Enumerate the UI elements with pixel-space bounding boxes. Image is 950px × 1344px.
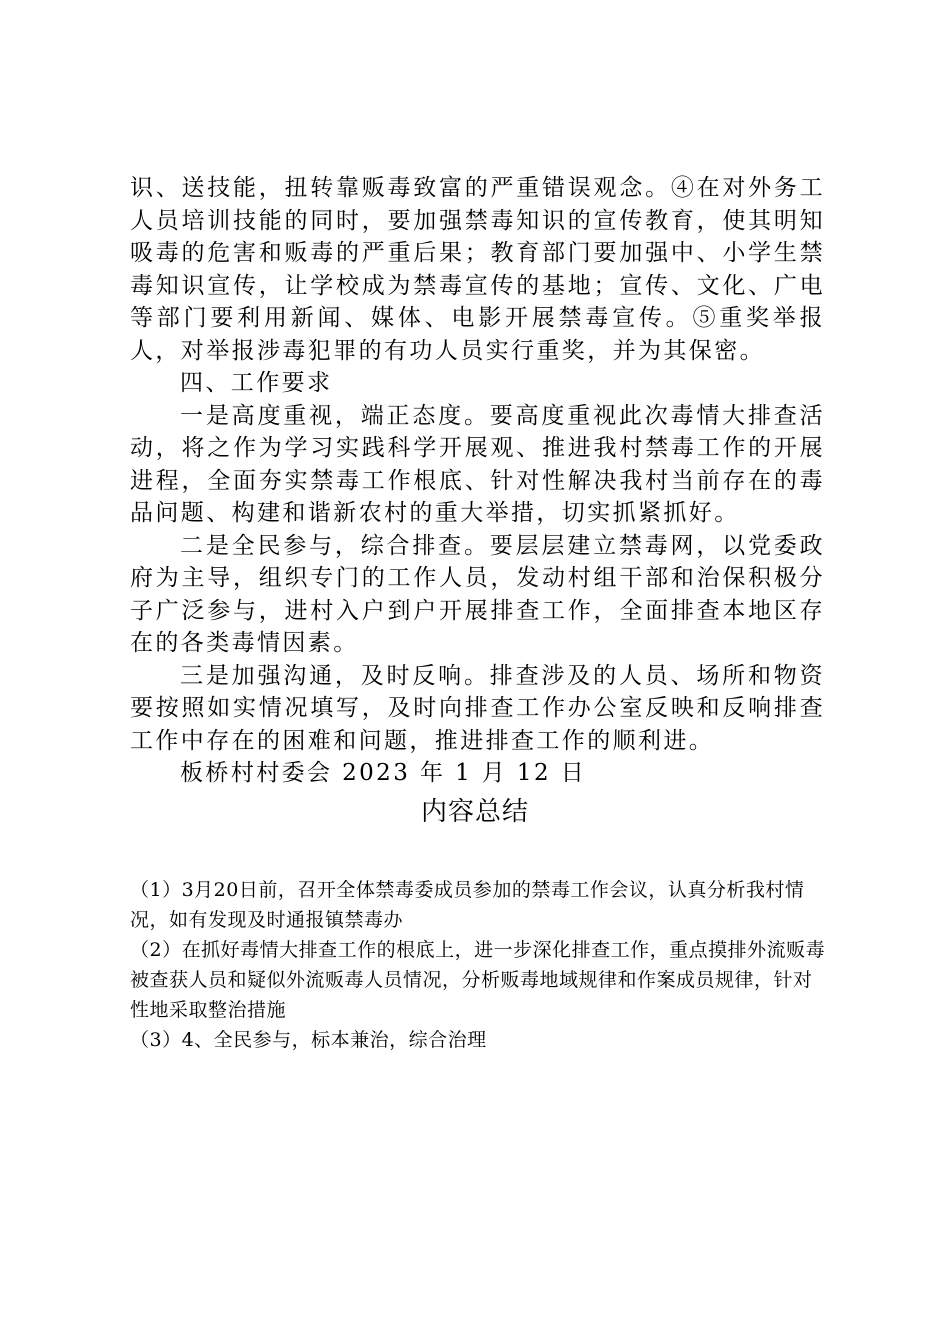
summary-title: 内容总结: [420, 797, 529, 827]
signature-line: 板桥村村委会 2023 年 1 月 12 日: [180, 760, 587, 786]
requirement-paragraph-3: 三是加强沟通，及时反响。排查涉及的人员、场所和物资要按照如实情况填写，及时向排查工作办公室反映和反响排查工作中存在的困难和问题，推进排查工作的顺利进。: [130, 662, 825, 754]
summary-item-2: （2）在抓好毒情大排查工作的根底上，进一步深化排查工作，重点摸排外流贩毒被查获人员和疑似外流贩毒人员情况，分析贩毒地域规律和作案成员规律，针对性地采取整治措施: [130, 939, 826, 1021]
continuation-paragraph: 识、送技能，扭转靠贩毒致富的严重错误观念。④在对外务工人员培训技能的同时，要加强禁毒知识的宣传教育，使其明知吸毒的危害和贩毒的严重后果；教育部门要加强中、小学生禁毒知识宣传，让学校成为禁毒宣传的基地；宣传、文化、广电等部门要利用新闻、媒体、电影开展禁毒宣传。⑤重奖举报人，对举报涉毒犯罪的有功人员实行重奖，并为其保密。: [130, 175, 825, 364]
requirement-paragraph-2: 二是全民参与，综合排查。要层层建立禁毒网，以党委政府为主导，组织专门的工作人员，发动村组干部和治保积极分子广泛参与，进村入户到户开展排查工作，全面排查本地区存在的各类毒情因素。: [130, 532, 825, 656]
section-heading: 四、工作要求: [180, 370, 333, 396]
summary-item-3: （3）4、全民参与，标本兼治，综合治理: [130, 1029, 487, 1051]
summary-item-1: （1）3月20日前，召开全体禁毒委成员参加的禁毒工作会议，认真分析我村情况，如有发现及时通报镇禁毒办: [130, 879, 805, 931]
requirement-paragraph-1: 一是高度重视，端正态度。要高度重视此次毒情大排查活动，将之作为学习实践科学开展观、推进我村禁毒工作的开展进程，全面夯实禁毒工作根底、针对性解决我村当前存在的毒品问题、构建和谐新农村的重大举措，切实抓紧抓好。: [130, 402, 825, 526]
summary-list: [130, 875, 830, 1055]
document-body: [130, 172, 825, 790]
